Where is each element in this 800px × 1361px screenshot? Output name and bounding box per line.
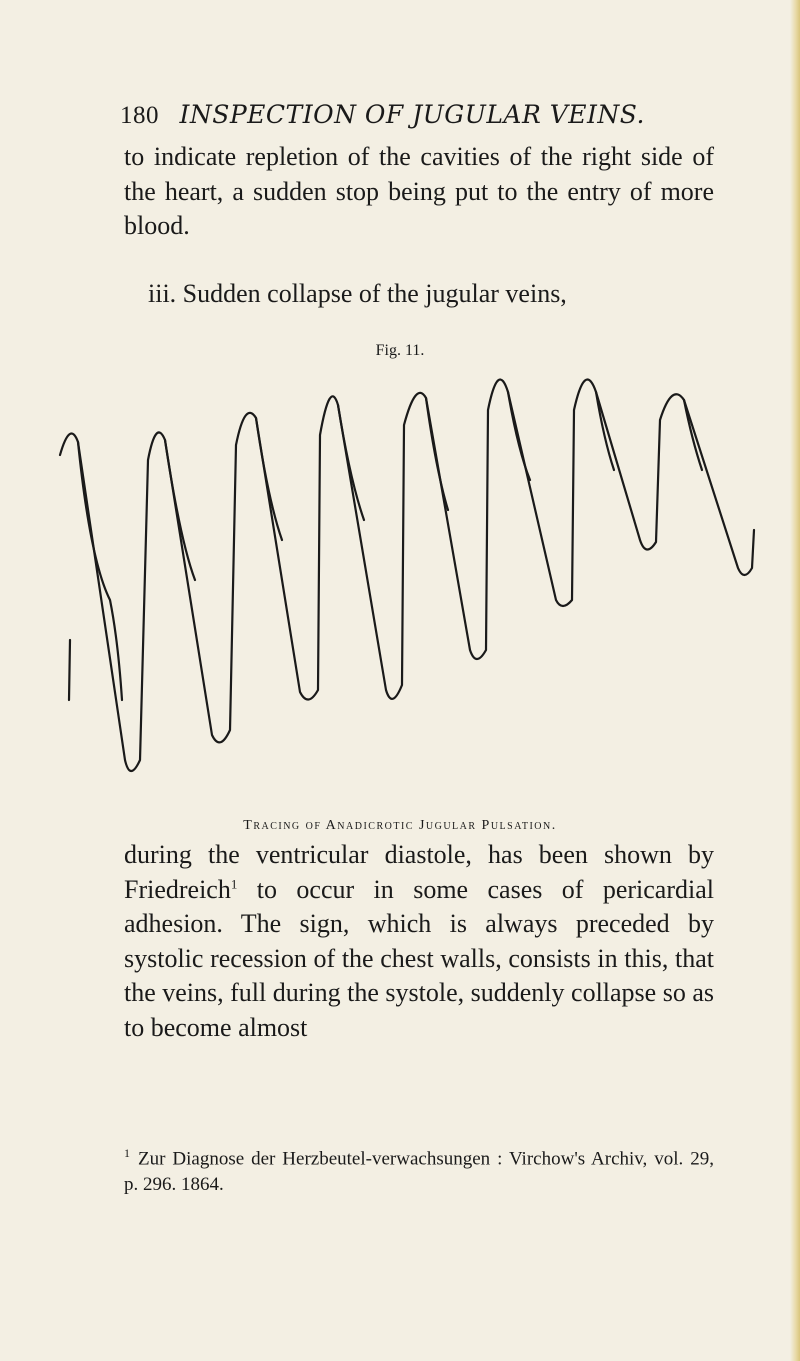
page-number: 180 xyxy=(120,102,159,129)
page-header xyxy=(120,100,645,130)
paragraph-3 xyxy=(124,838,714,1045)
footnote-text: Zur Diagnose der Herzbeutel-verwachsungen : Virchow's Archiv, vol. 29, p. 296. 1864. xyxy=(124,1148,714,1196)
footnote xyxy=(124,1140,714,1198)
footnote-reference: 1 xyxy=(230,875,238,891)
paragraph-2: iii. Sudden collapse of the jugular veins, xyxy=(148,279,567,308)
paragraph-3-text-a: during the ventricular diastole, has been shown by Friedreich xyxy=(124,840,714,904)
pulse-tracing-figure xyxy=(0,360,800,800)
running-title: INSPECTION OF JUGULAR VEINS. xyxy=(179,100,645,129)
figure-caption: Tracing of Anadicrotic Jugular Pulsation. xyxy=(243,818,557,833)
paragraph-3-text-b: to occur in some cases of pericardial adhesion. The sign, which is always preceded by systolic recession of the chest walls, consists in this, that the veins, full during the systole, suddenly collapse so as to become almost xyxy=(124,874,714,1042)
tracing-line xyxy=(60,380,754,771)
footnote-mark: 1 xyxy=(124,1146,130,1160)
figure-label: Fig. 11. xyxy=(375,342,425,359)
paragraph-1: to indicate repletion of the cavities of the right side of the heart, a sudden stop being put to the entry of more blood. xyxy=(124,142,714,240)
